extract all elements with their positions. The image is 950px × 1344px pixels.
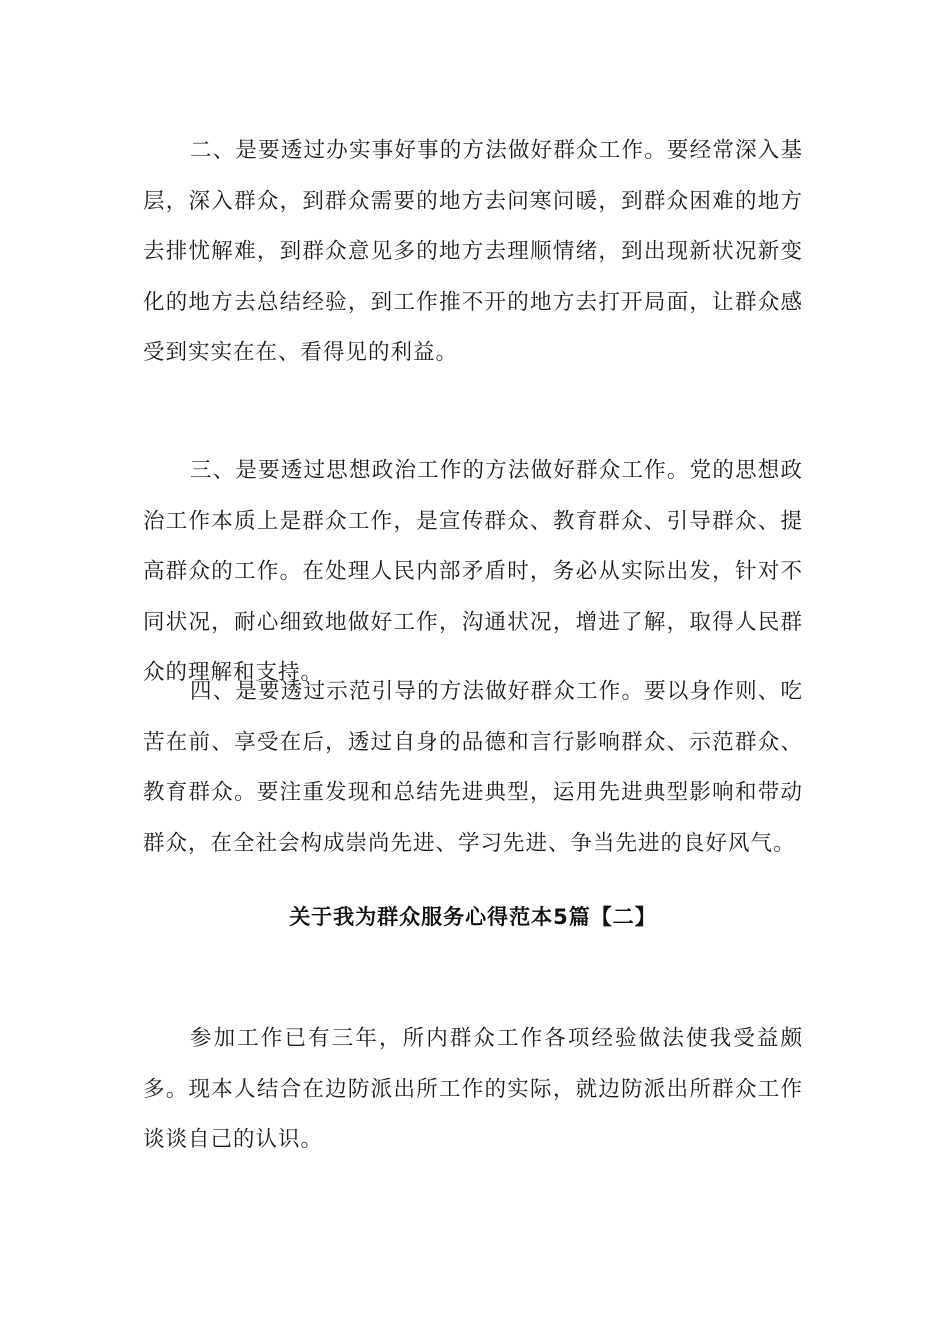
- paragraph-two: 二、是要透过办实事好事的方法做好群众工作。要经常深入基层，深入群众，到群众需要的地方去问寒问暖，到群众困难的地方去排忧解难，到群众意见多的地方去理顺情绪，到出现新状况新变化的地方去总结经验，到工作推不开的地方去打开局面，让群众感受到实实在在、看得见的利益。: [143, 138, 803, 365]
- section-intro-paragraph: 参加工作已有三年，所内群众工作各项经验做法使我受益颇多。现本人结合在边防派出所工作的实际，就边防派出所群众工作谈谈自己的认识。: [143, 1026, 803, 1152]
- section-heading: 关于我为群众服务心得范本5篇【二】: [289, 905, 657, 929]
- paragraph-three: 三、是要透过思想政治工作的方法做好群众工作。党的思想政治工作本质上是群众工作，是宣传群众、教育群众、引导群众、提高群众的工作。在处理人民内部矛盾时，务必从实际出发，针对不同状况，耐心细致地做好工作，沟通状况，增进了解，取得人民群众的理解和支持。: [143, 458, 803, 685]
- paragraph-four: 四、是要透过示范引导的方法做好群众工作。要以身作则、吃苦在前、享受在后，透过自身的品德和言行影响群众、示范群众、教育群众。要注重发现和总结先进典型，运用先进典型影响和带动群众，在全社会构成崇尚先进、学习先进、争当先进的良好风气。: [143, 679, 803, 856]
